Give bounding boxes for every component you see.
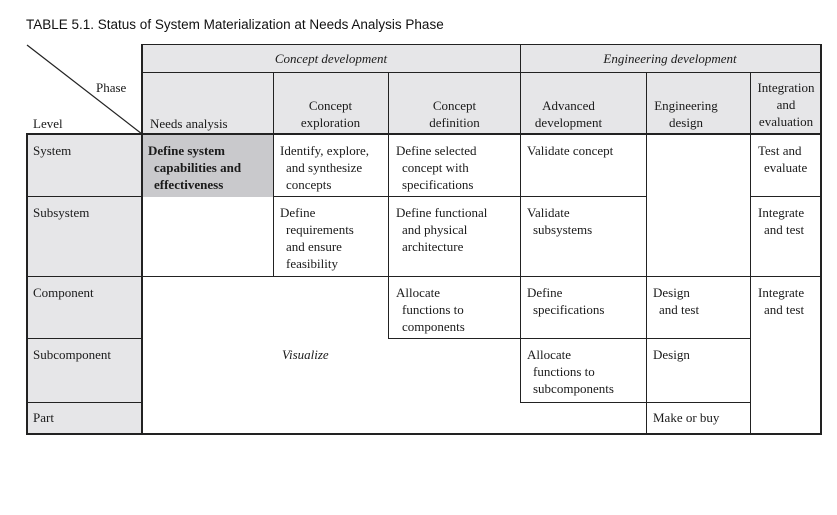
cell-subsystem-advanced-development: Validate subsystems (527, 205, 593, 237)
phase-engineering-design: Engineering design (654, 98, 718, 130)
cell-system-needs-analysis: Define system capabilities and effectiveness (148, 143, 242, 192)
frame-left (26, 133, 28, 435)
group-concept-development: Concept development (274, 51, 388, 66)
cell-subcomponent-engineering-design: Design (653, 347, 690, 362)
level-component: Component (33, 285, 94, 300)
cell-part-engineering-design: Make or buy (653, 410, 720, 425)
level-system: System (33, 143, 72, 158)
cell-system-integration: Test and evaluate (758, 143, 808, 175)
row-line-subcomponent-b (520, 402, 750, 403)
corner-level-label: Level (33, 116, 63, 131)
phase-concept-exploration: Concept exploration (300, 98, 361, 130)
row-line-system-c (750, 196, 821, 197)
row-line-component (26, 338, 142, 339)
phase-concept-definition: Concept definition (429, 98, 480, 130)
row-line-component-b (388, 338, 750, 339)
header-bottom (26, 133, 822, 135)
phase-needs-analysis: Needs analysis (150, 116, 228, 131)
cell-subsystem-concept-exploration: Define requirements and ensure feasibility (280, 205, 354, 271)
row-line-system-b (273, 196, 647, 197)
cell-subsystem-concept-definition: Define functional and physical architecture (396, 205, 488, 254)
cell-component-concept-definition: Allocate functions to components (396, 285, 465, 334)
frame-bottom (26, 433, 822, 435)
phase-advanced-development: Advanced development (534, 98, 603, 130)
row-line-subsystem (26, 276, 142, 277)
level-subcomponent: Subcomponent (33, 347, 111, 362)
cell-subcomponent-advanced-development: Allocate functions to subcomponents (527, 347, 614, 396)
row-line-system (26, 196, 142, 197)
frame-top (142, 44, 822, 45)
level-part: Part (33, 410, 54, 425)
cell-subsystem-integration: Integrate and test (758, 205, 805, 237)
cell-component-advanced-development: Define specifications (527, 285, 605, 317)
cell-visualize: Visualize (282, 347, 329, 362)
cell-system-concept-definition: Define selected concept with specifications (396, 143, 477, 192)
row-line-subcomponent (26, 402, 142, 403)
cell-system-advanced-development: Validate concept (527, 143, 614, 158)
level-subsystem: Subsystem (33, 205, 90, 220)
group-divider (142, 72, 822, 73)
cell-component-integration: Integrate and test (758, 285, 805, 317)
corner-phase-label: Phase (96, 80, 127, 95)
cell-component-engineering-design: Design and test (653, 285, 700, 317)
table-caption: TABLE 5.1. Status of System Materialization at Needs Analysis Phase (26, 17, 444, 32)
row-line-subsystem-b (142, 276, 821, 277)
group-engineering-development: Engineering development (603, 51, 737, 66)
cell-system-concept-exploration: Identify, explore, and synthesize concepts (280, 143, 370, 192)
phase-integration-evaluation: Integration and evaluation (757, 80, 815, 129)
